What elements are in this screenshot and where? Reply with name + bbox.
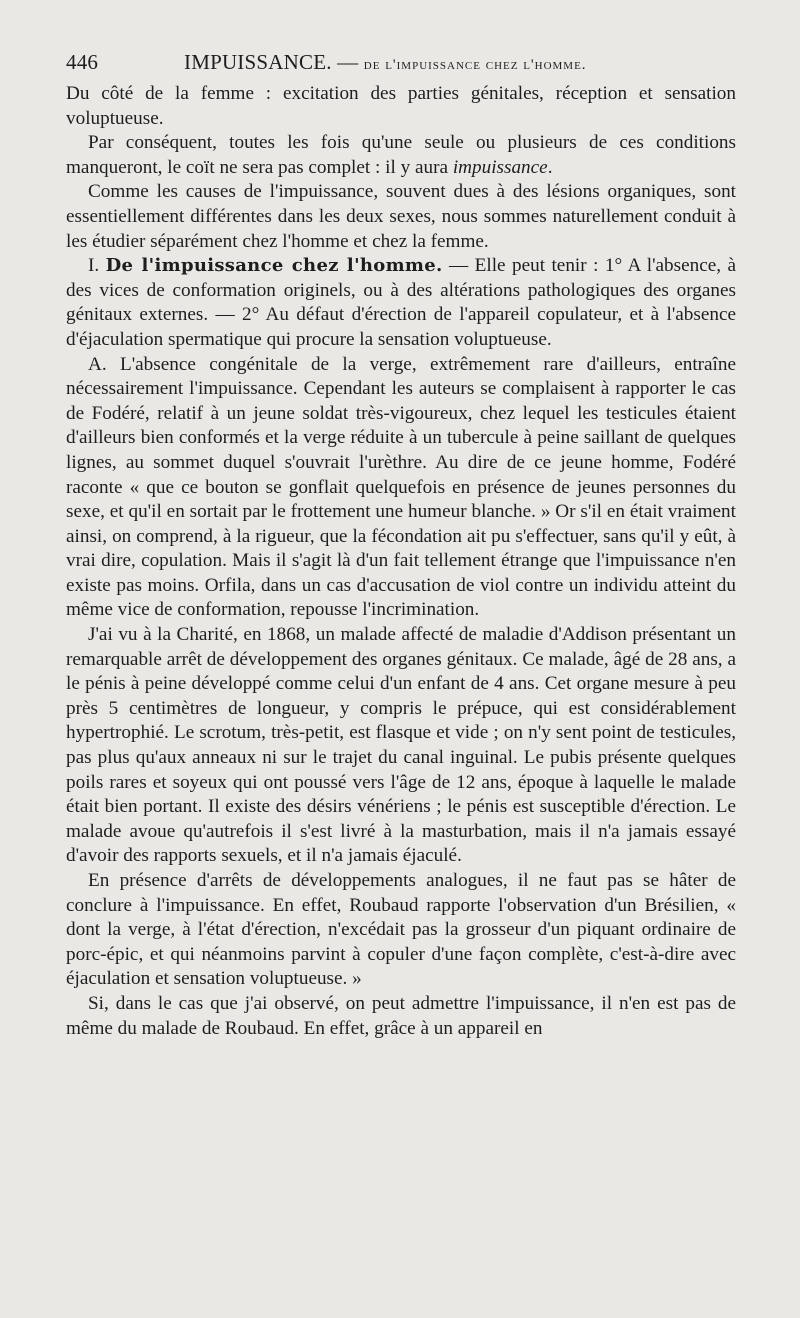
paragraph-4-text: — Elle peut tenir : 1° A l'absence, à des vices de conformation originels, ou à des altérations pathologiques des organes génitaux externes. — 2° Au défaut d'érection de l'appareil copulateur, et à l'absence d'éjaculation spermatique qui procure la sensation voluptueuse.	[66, 255, 737, 350]
section-title: De l'impuissance chez l'homme.	[105, 255, 443, 277]
paragraph-1: Du côté de la femme : excitation des parties génitales, réception et sensation voluptueuse.	[66, 83, 736, 129]
paragraph-2-end: .	[547, 156, 553, 178]
running-head	[184, 50, 587, 75]
paragraph-5: A. L'absence congénitale de la verge, extrêmement rare d'ailleurs, entraîne nécessairement l'impuissance. Cependant les auteurs se complaisent à rapporter le cas de Fodéré, relatif à un jeune soldat très-vigoureux, chez lequel les testicules étaient d'ailleurs bien conformés et la verge réduite à un tubercule à peine saillant de quelques lignes, au sommet duquel s'ouvrait l'urèthre. Au dire de ce jeune homme, Fodéré raconte « que ce bouton se gonflait quelquefois en présence de jeunes personnes du sexe, et qu'il en sortait par le frottement une humeur blanche. » Or s'il en était vraiment ainsi, on comprend, à la rigueur, que la fécondation ait pu s'effectuer, sans qu'il y eût, à vrai dire, copulation. Mais il s'agit là d'un fait tellement étrange que l'impuissance n'en existe pas moins. Orfila, dans un cas d'accusation de viol contre un individu atteint du même vice de conformation, repousse l'incrimination.	[66, 353, 736, 621]
paragraph-3: Comme les causes de l'impuissance, souvent dues à des lésions organiques, sont essentiellement différentes dans les deux sexes, nous sommes naturellement conduit à les étudier séparément chez l'homme et chez la femme.	[66, 181, 736, 252]
running-head-title: IMPUISSANCE.	[184, 50, 332, 74]
running-header	[66, 44, 736, 78]
running-head-subtitle: de l'impuissance chez l'homme.	[363, 57, 587, 73]
paragraph-4	[66, 254, 736, 352]
paragraph-2-text: Par conséquent, toutes les fois qu'une seule ou plusieurs de ces conditions manqueront, le coït ne sera pas complet : il y aura	[66, 132, 736, 178]
running-head-separator: —	[337, 50, 359, 74]
emphasis-impuissance: impuissance	[452, 156, 548, 178]
paragraph-6: J'ai vu à la Charité, en 1868, un malade affecté de maladie d'Addison présentant un remarquable arrêt de développement des organes génitaux. Ce malade, âgé de 28 ans, a le pénis à peine développé comme celui d'un enfant de 4 ans. Cet organe mesure à peu près 5 centimètres de longueur, y compris le prépuce, qui est considérablement hypertrophié. Le scrotum, très-petit, est flasque et vide ; on n'y sent point de testicules, pas plus qu'aux anneaux ni sur le trajet du canal inguinal. Le pubis présente quelques poils rares et soyeux qui ont poussé vers l'âge de 12 ans, époque à laquelle le malade était bien portant. Il existe des désirs vénériens ; le pénis est susceptible d'érection. Le malade avoue qu'autrefois il s'est livré à la masturbation, mais il n'a jamais essayé d'avoir des rapports sexuels, et il n'a jamais éjaculé.	[66, 624, 736, 867]
page-number: 446	[66, 50, 99, 74]
paragraph-2	[66, 131, 736, 180]
section-number: I.	[88, 255, 100, 277]
paragraph-7: En présence d'arrêts de développements analogues, il ne faut pas se hâter de conclure à l'impuissance. En effet, Roubaud rapporte l'observation d'un Brésilien, « dont la verge, à l'état d'érection, n'excédait pas la grosseur d'un piquant ordinaire de porc-épic, et qui néanmoins parvint à copuler d'une façon complète, c'est-à-dire avec éjaculation et sensation voluptueuse. »	[66, 870, 736, 990]
paragraph-8: Si, dans le cas que j'ai observé, on peut admettre l'impuissance, il n'en est pas de même du malade de Roubaud. En effet, grâce à un appareil en	[66, 992, 736, 1039]
